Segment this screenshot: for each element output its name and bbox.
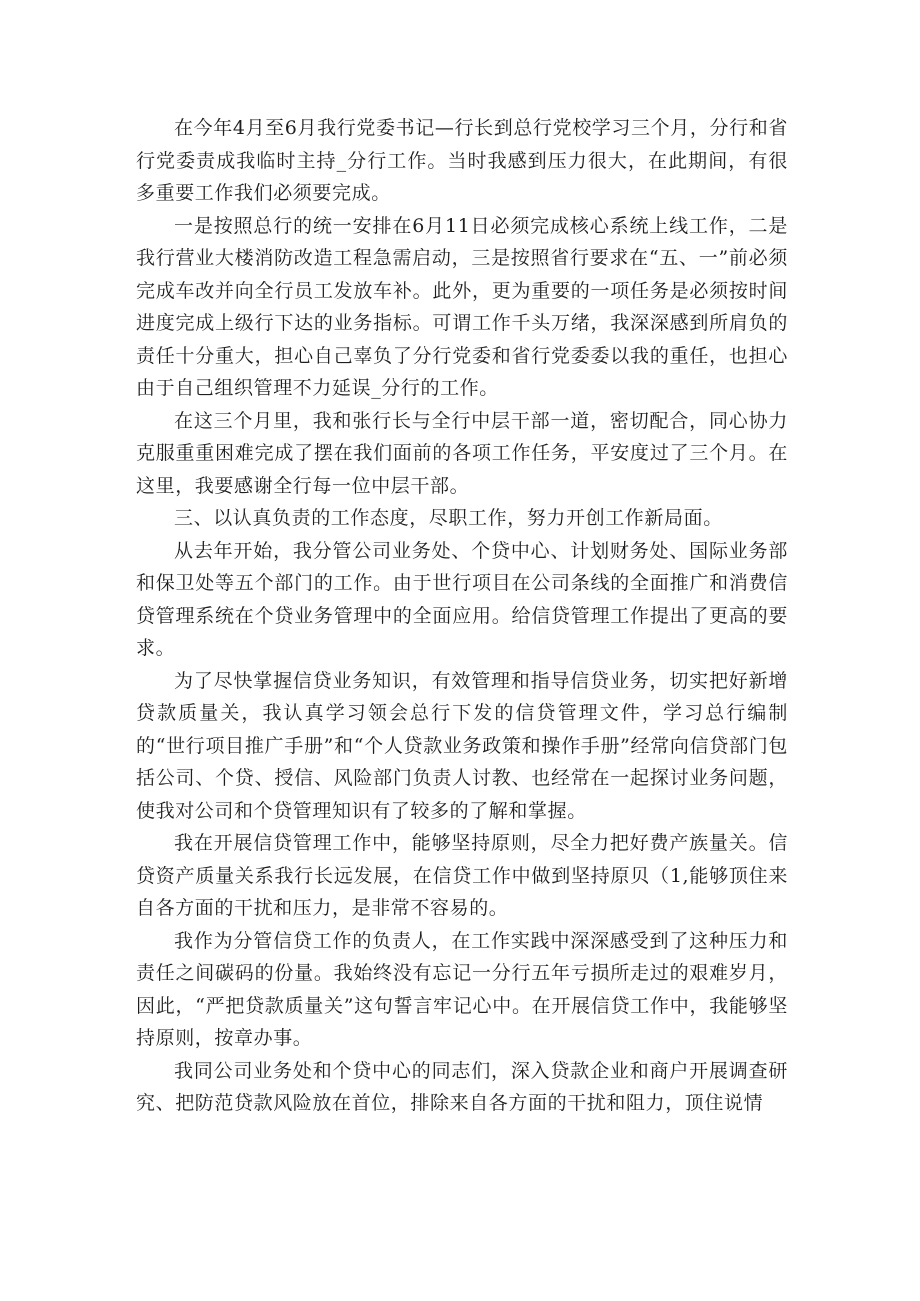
paragraph: 我同公司业务处和个贷中心的同志们，深入贷款企业和商户开展调查研究、把防范贷款风险放在首位，排除来自各方面的干扰和阻力，顶住说情 [136, 1059, 788, 1114]
paragraph: 在这三个月里，我和张行长与全行中层干部一道，密切配合，同心协力克服重重困难完成了摆在我们面前的各项工作任务，平安度过了三个月。在这里，我要感谢全行每一位中层干部。 [136, 409, 788, 497]
paragraph: 为了尽快掌握信贷业务知识，有效管理和指导信贷业务，切实把好新增贷款质量关，我认真学习领会总行下发的信贷管理文件，学习总行编制的“世行项目推广手册”和“个人贷款业务政策和操作手册”经常向信贷部门包括公司、个贷、授信、风险部门负责人讨教、也经常在一起探讨业务问题，使我对公司和个贷管理知识有了较多的了解和掌握。 [136, 669, 788, 822]
document-body [136, 112, 788, 1120]
paragraph: 在今年4月至6月我行党委书记—行长到总行党校学习三个月，分行和省行党委责成我临时主持_分行工作。当时我感到压力很大，在此期间，有很多重要工作我们必须要完成。 [136, 117, 788, 204]
paragraph: 我在开展信贷管理工作中，能够坚持原则，尽全力把好费产族量关。信贷资产质量关系我行长远发展，在信贷工作中做到坚持原贝（1,能够顶住来自各方面的干扰和压力，是非常不容易的。 [136, 832, 788, 919]
paragraph: 我作为分管信贷工作的负责人，在工作实践中深深感受到了这种压力和责任之间碳码的份量。我始终没有忘记一分行五年亏损所走过的艰难岁月，因此，“严把贷款质量关”这句誓言牢记心中。在开展信贷工作中，我能够坚持原则，按章办事。 [136, 929, 788, 1049]
paragraph: 从去年开始，我分管公司业务处、个贷中心、计划财务处、国际业务部和保卫处等五个部门的工作。由于世行项目在公司条线的全面推广和消费信贷管理系统在个贷业务管理中的全面应用。给信贷管理工作提出了更高的要求。 [136, 539, 788, 659]
paragraph: 一是按照总行的统一安排在6月11日必须完成核心系统上线工作，二是我行营业大楼消防改造工程急需启动，三是按照省行要求在“五、一”前必须完成车改并向全行员工发放车补。此外，更为重要的一项任务是必须按时间进度完成上级行下达的业务指标。可谓工作千头万绪，我深深感到所肩负的责任十分重大，担心自己辜负了分行党委和省行党委委以我的重任，也担心由于自己组织管理不力延误_分行的工作。 [136, 214, 788, 399]
section-heading: 三、以认真负责的工作态度，尽职工作，努力开创工作新局面。 [174, 507, 723, 529]
